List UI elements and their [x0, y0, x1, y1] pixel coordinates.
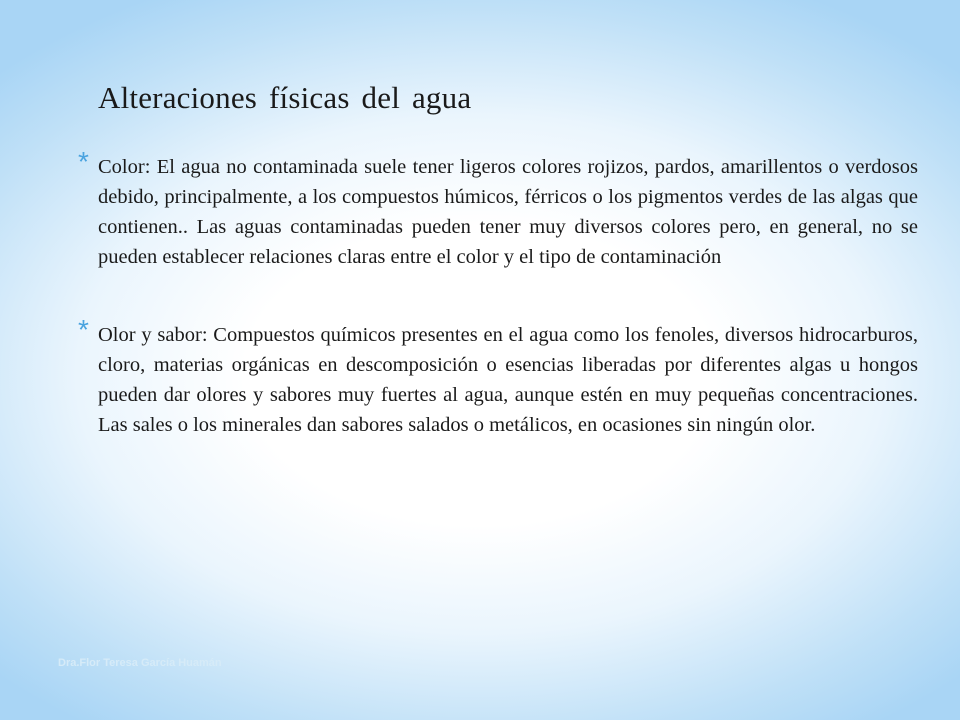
- slide-title: Alteraciones físicas del agua: [98, 80, 472, 115]
- bullet-text: Olor y sabor: Compuestos químicos presentes en el agua como los fenoles, diversos hidrocarburos, cloro, materias orgánicas en descomposición o esencias liberadas por diferentes algas u hongos pueden dar olores y sabores muy fuertes al agua, aunque estén en muy pequeñas concentraciones. Las sales o los minerales dan sabores salados o metálicos, en ocasiones sin ningún olor.: [98, 324, 918, 436]
- asterisk-bullet-icon: *: [78, 146, 89, 177]
- bullet-list: [78, 146, 918, 440]
- footer-author: Dra.Flor Teresa García Huamán: [58, 657, 222, 669]
- asterisk-bullet-icon: *: [78, 314, 89, 345]
- bullet-item-color: [78, 146, 918, 272]
- bullet-item-olor-sabor: [78, 314, 918, 440]
- bullet-text: Color: El agua no contaminada suele tener ligeros colores rojizos, pardos, amarillentos o verdosos debido, principalmente, a los compuestos húmicos, férricos o los pigmentos verdes de las algas que contienen.. Las aguas contaminadas pueden tener muy diversos colores pero, en general, no se pueden establecer relaciones claras entre el color y el tipo de contaminación: [98, 156, 918, 268]
